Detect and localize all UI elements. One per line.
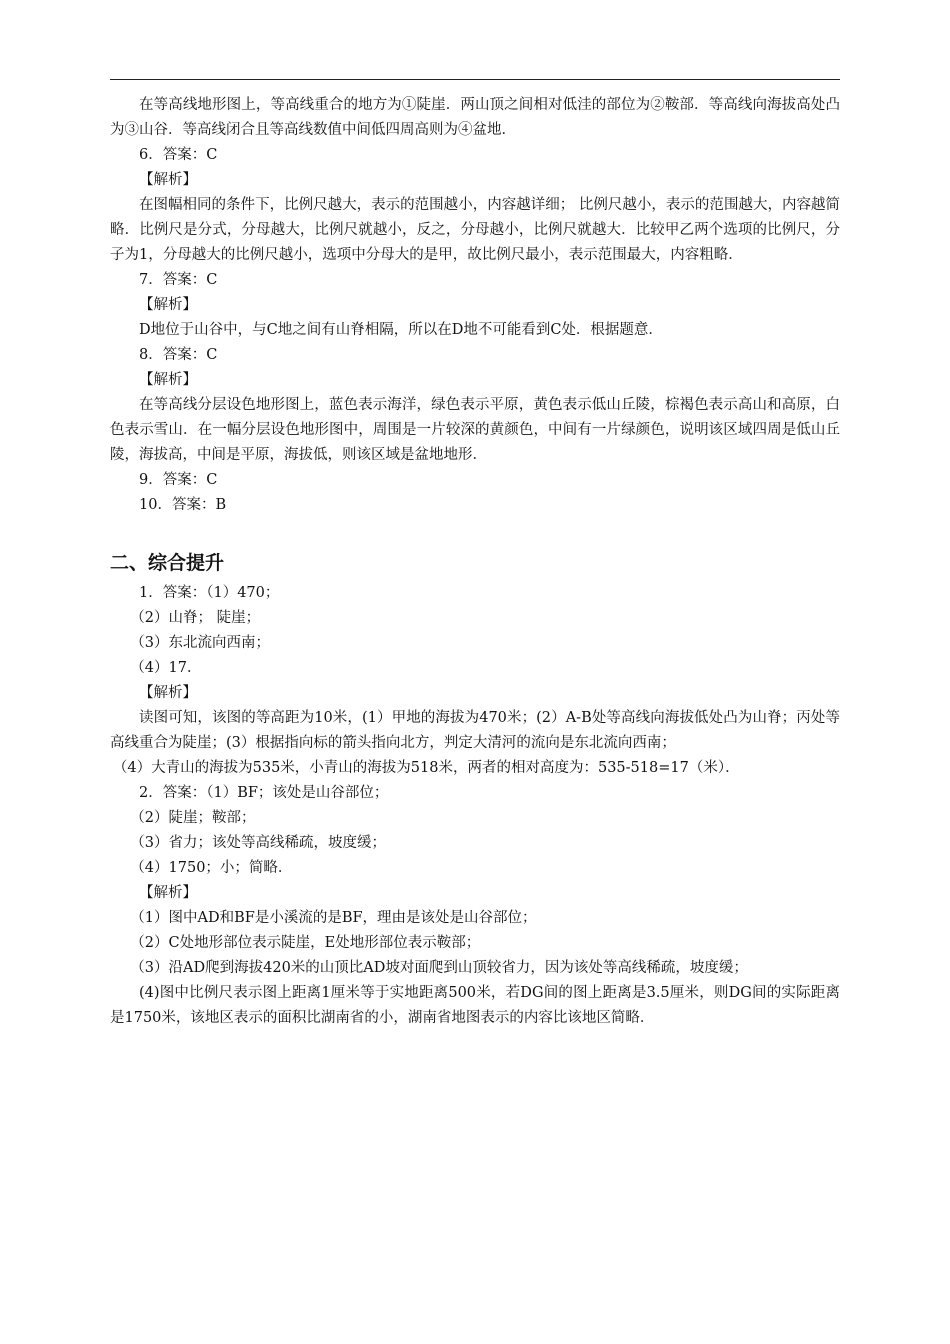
document-content	[110, 93, 840, 1031]
analysis-label-q7: 【解析】	[139, 297, 197, 313]
explanation-s2-q2-part2: （2）C处地形部位表示陡崖，E处地形部位表示鞍部；	[130, 935, 481, 951]
explanation-s2-q2-part1: （1）图中AD和BF是小溪流的是BF，理由是该处是山谷部位；	[130, 910, 537, 926]
explanation-q5: 在等高线地形图上，等高线重合的地方为①陡崖．两山顶之间相对低洼的部位为②鞍部．等高线向海拔高处凸为③山谷．等高线闭合且等高线数值中间低四周高则为④盆地．	[110, 97, 840, 138]
answer-q8: 8．答案：C	[139, 347, 218, 363]
answer-s2-q1: 1．答案：（1）470；	[139, 585, 280, 601]
answer-s2-q1-part3: （3）东北流向西南；	[130, 635, 271, 651]
explanation-s2-q1-last: （4）大青山的海拔为535米，小青山的海拔为518米，两者的相对高度为：535-518=17（米）．	[112, 760, 740, 776]
explanation-s2-q2-part3: （3）沿AD爬到海拔420米的山顶比AD坡对面爬到山顶较省力，因为该处等高线稀疏，坡度缓；	[130, 960, 748, 976]
answer-s2-q2-part4: （4）1750；小；简略．	[130, 860, 293, 876]
analysis-label-q8: 【解析】	[139, 372, 197, 388]
answer-q10: 10．答案：B	[139, 497, 227, 513]
explanation-q6: 在图幅相同的条件下，比例尺越大，表示的范围越小，内容越详细； 比例尺越小，表示的范围越大，内容越简略．比例尺是分式，分母越大，比例尺就越小，反之，分母越小，比例尺就越大．比较甲乙两个选项的比例尺，分子为1，分母越大的比例尺越小，选项中分母大的是甲，故比例尺最小，表示范围最大，内容粗略．	[110, 197, 840, 263]
header-rule	[110, 79, 840, 80]
answer-s2-q2: 2．答案：（1）BF；该处是山谷部位；	[139, 785, 389, 801]
answer-s2-q1-part4: （4）17．	[130, 660, 202, 676]
explanation-q7: D地位于山谷中，与C地之间有山脊相隔，所以在D地不可能看到C处．根据题意．	[139, 322, 663, 338]
analysis-label-q6: 【解析】	[139, 172, 197, 188]
answer-s2-q2-part3: （3）省力；该处等高线稀疏，坡度缓；	[130, 835, 387, 851]
explanation-q8: 在等高线分层设色地形图上，蓝色表示海洋，绿色表示平原，黄色表示低山丘陵，棕褐色表示高山和高原，白色表示雪山．在一幅分层设色地形图中，周围是一片较深的黄颜色，中间有一片绿颜色，说明该区域四周是低山丘陵，海拔高，中间是平原，海拔低，则该区域是盆地地形．	[110, 397, 840, 463]
answer-s2-q2-part2: （2）陡崖；鞍部；	[130, 810, 256, 826]
answer-q9: 9．答案：C	[139, 472, 218, 488]
answer-q6: 6．答案：C	[139, 147, 218, 163]
analysis-label-s2-q1: 【解析】	[139, 685, 197, 701]
analysis-label-s2-q2: 【解析】	[139, 885, 197, 901]
section-heading: 二、综合提升	[110, 552, 225, 574]
answer-s2-q1-part2: （2）山脊； 陡崖；	[130, 610, 261, 626]
explanation-s2-q2-part4: (4)图中比例尺表示图上距离1厘米等于实地距离500米，若DG间的图上距离是3.5厘米，则DG间的实际距离是1750米，该地区表示的面积比湖南省的小，湖南省地图表示的内容比该地区简略．	[110, 985, 840, 1026]
answer-q7: 7．答案：C	[139, 272, 218, 288]
explanation-s2-q1: 读图可知，该图的等高距为10米，(1）甲地的海拔为470米；(2）A-B处等高线向海拔低处凸为山脊；丙处等高线重合为陡崖；(3）根据指向标的箭头指向北方，判定大清河的流向是东北流向西南；	[110, 710, 840, 751]
